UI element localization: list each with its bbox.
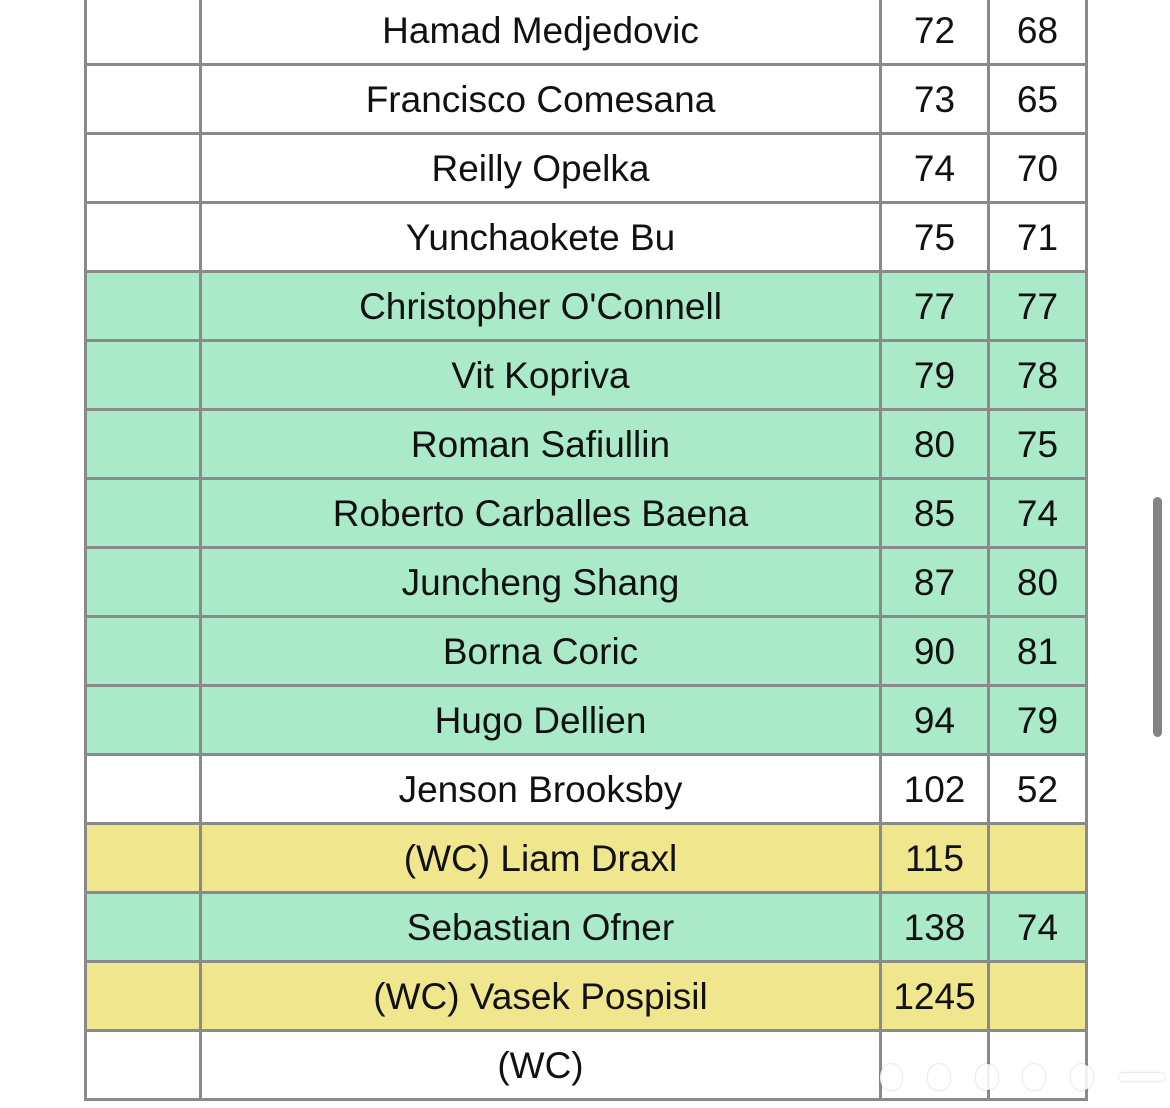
ranking-cell: 75 (881, 203, 989, 272)
ranking-cell: 138 (881, 893, 989, 962)
row-marker-cell (86, 410, 201, 479)
player-name-cell: Borna Coric (201, 617, 881, 686)
player-name-cell: Jenson Brooksby (201, 755, 881, 824)
row-marker-cell (86, 479, 201, 548)
table-body (86, 0, 1087, 1100)
table-row (86, 893, 1087, 962)
table-row (86, 134, 1087, 203)
player-name-cell: Roman Safiullin (201, 410, 881, 479)
table-row (86, 0, 1087, 65)
scrollbar-thumb[interactable] (1153, 497, 1162, 737)
player-name-cell: (WC) Vasek Pospisil (201, 962, 881, 1031)
row-marker-cell (86, 962, 201, 1031)
row-marker-cell (86, 617, 201, 686)
table-row (86, 962, 1087, 1031)
ranking-cell: 72 (881, 0, 989, 65)
ranking-cell: 90 (881, 617, 989, 686)
player-name-cell: Vit Kopriva (201, 341, 881, 410)
ranking-cell (881, 1031, 989, 1100)
ranking-cell: 74 (881, 134, 989, 203)
protected-ranking-cell: 77 (989, 272, 1087, 341)
table-row (86, 341, 1087, 410)
protected-ranking-cell (989, 824, 1087, 893)
player-name-cell: Hamad Medjedovic (201, 0, 881, 65)
protected-ranking-cell: 70 (989, 134, 1087, 203)
row-marker-cell (86, 686, 201, 755)
protected-ranking-cell: 81 (989, 617, 1087, 686)
table-row (86, 410, 1087, 479)
player-name-cell: Sebastian Ofner (201, 893, 881, 962)
ranking-cell: 1245 (881, 962, 989, 1031)
player-name-cell: Reilly Opelka (201, 134, 881, 203)
protected-ranking-cell: 80 (989, 548, 1087, 617)
ranking-cell: 73 (881, 65, 989, 134)
row-marker-cell (86, 755, 201, 824)
table-row (86, 65, 1087, 134)
table-row (86, 824, 1087, 893)
protected-ranking-cell: 68 (989, 0, 1087, 65)
ranking-cell: 94 (881, 686, 989, 755)
protected-ranking-cell: 78 (989, 341, 1087, 410)
row-marker-cell (86, 65, 201, 134)
player-name-cell: Christopher O'Connell (201, 272, 881, 341)
player-name-cell: Roberto Carballes Baena (201, 479, 881, 548)
table-row (86, 1031, 1087, 1100)
player-name-cell: Hugo Dellien (201, 686, 881, 755)
player-name-cell: (WC) (201, 1031, 881, 1100)
ranking-cell: 77 (881, 272, 989, 341)
row-marker-cell (86, 203, 201, 272)
player-name-cell: Juncheng Shang (201, 548, 881, 617)
player-name-cell: (WC) Liam Draxl (201, 824, 881, 893)
row-marker-cell (86, 1031, 201, 1100)
table-row (86, 272, 1087, 341)
protected-ranking-cell: 52 (989, 755, 1087, 824)
watermark-bar (1119, 1073, 1165, 1081)
ranking-cell: 85 (881, 479, 989, 548)
row-marker-cell (86, 272, 201, 341)
protected-ranking-cell (989, 962, 1087, 1031)
player-name-cell: Yunchaokete Bu (201, 203, 881, 272)
table-row (86, 686, 1087, 755)
protected-ranking-cell: 71 (989, 203, 1087, 272)
row-marker-cell (86, 0, 201, 65)
table-row (86, 203, 1087, 272)
row-marker-cell (86, 548, 201, 617)
ranking-cell: 87 (881, 548, 989, 617)
table-row (86, 548, 1087, 617)
protected-ranking-cell: 75 (989, 410, 1087, 479)
protected-ranking-cell: 74 (989, 479, 1087, 548)
player-name-cell: Francisco Comesana (201, 65, 881, 134)
row-marker-cell (86, 134, 201, 203)
protected-ranking-cell: 74 (989, 893, 1087, 962)
ranking-cell: 80 (881, 410, 989, 479)
protected-ranking-cell: 65 (989, 65, 1087, 134)
ranking-cell: 115 (881, 824, 989, 893)
table-row (86, 755, 1087, 824)
ranking-cell: 102 (881, 755, 989, 824)
table-row (86, 617, 1087, 686)
protected-ranking-cell: 79 (989, 686, 1087, 755)
entry-list-table (84, 0, 1088, 1101)
row-marker-cell (86, 341, 201, 410)
table-row (86, 479, 1087, 548)
row-marker-cell (86, 893, 201, 962)
protected-ranking-cell (989, 1031, 1087, 1100)
ranking-cell: 79 (881, 341, 989, 410)
row-marker-cell (86, 824, 201, 893)
